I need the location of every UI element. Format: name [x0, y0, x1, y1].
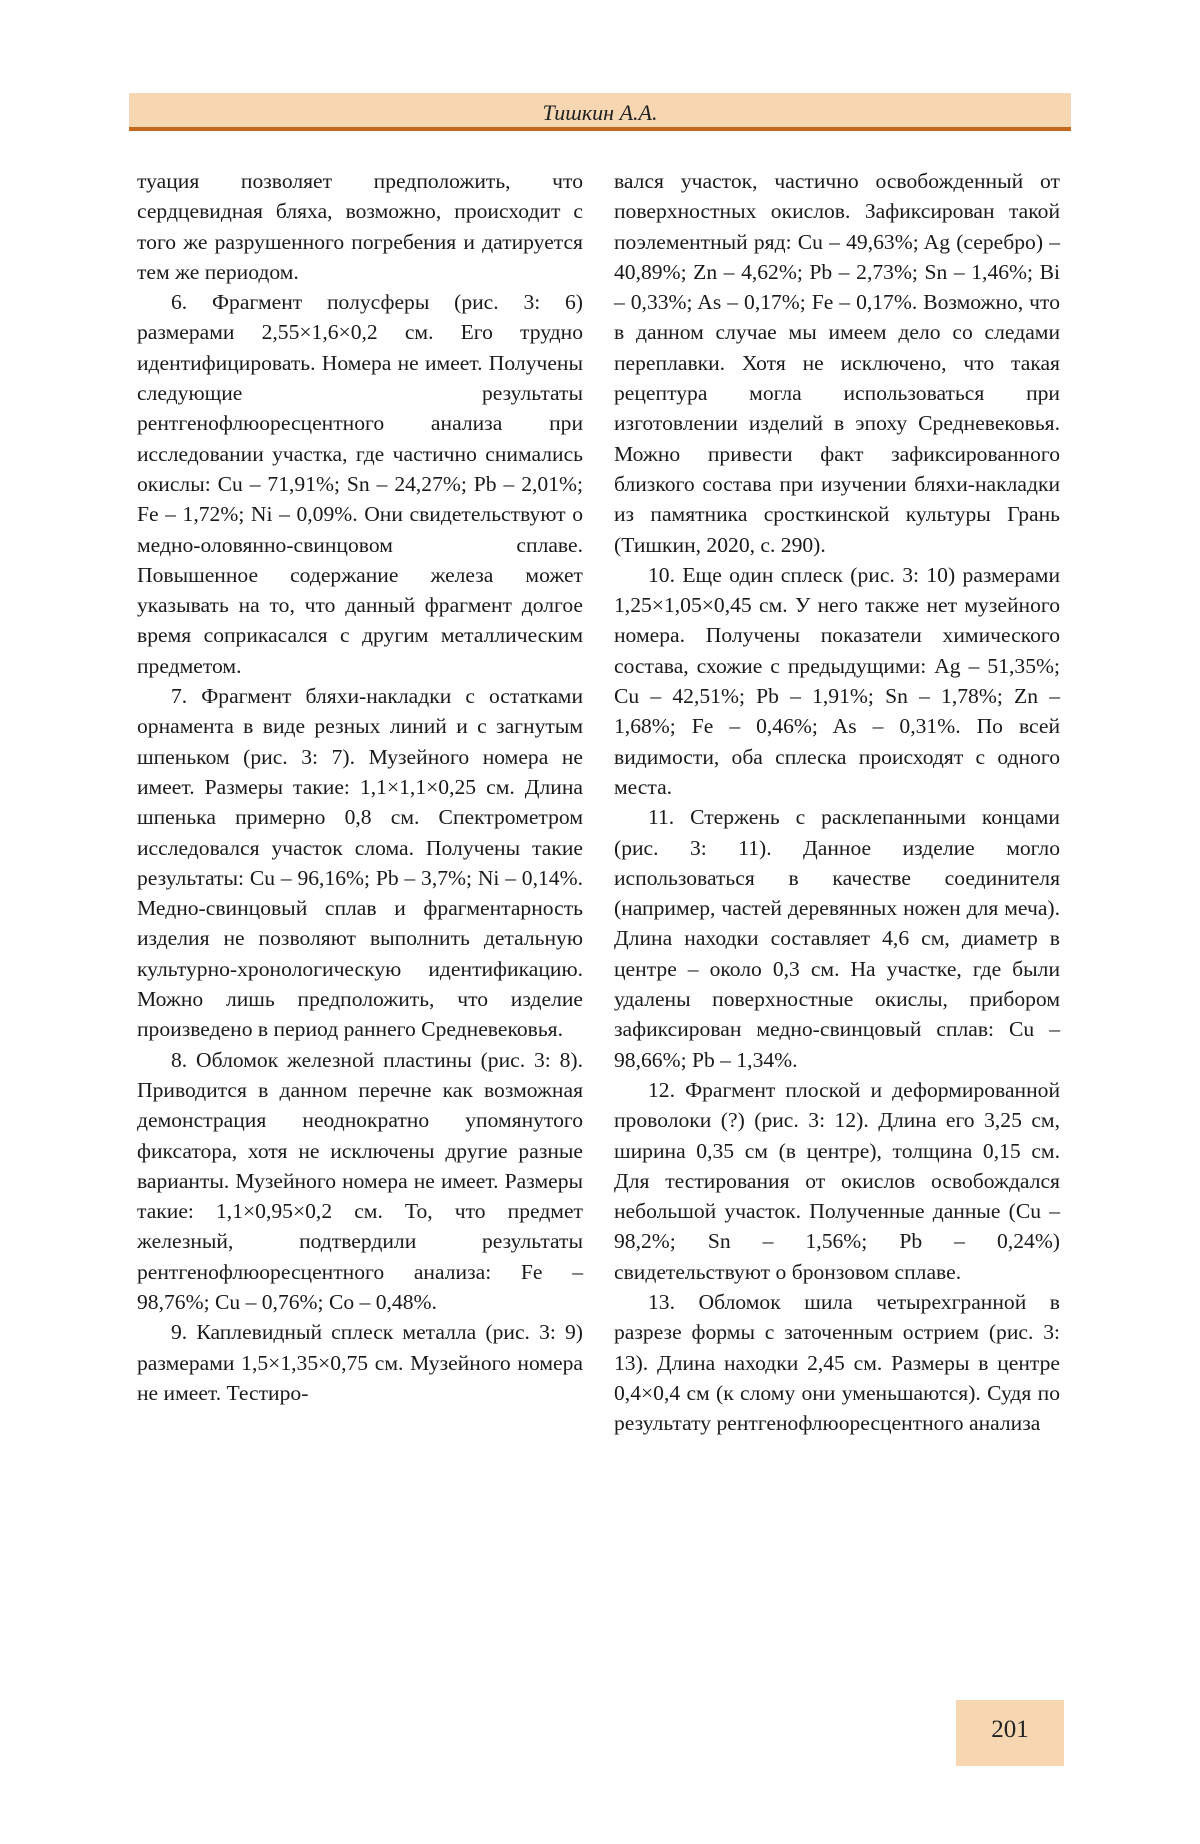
- paragraph-item-8: 8. Обломок железной пластины (рис. 3: 8). Приводится в данном перечне как возможная демонстрация неоднократно упомянутого фиксатора, хотя не исключены другие разные варианты. Музейного номера не имеет. Размеры такие: 1,1×0,95×0,2 см. То, что предмет железный, подтвердили результаты рентгенофлюоресцентного анализа: Fe – 98,76%; Cu – 0,76%; Co – 0,48%.: [137, 1047, 583, 1314]
- paragraph-item-11: 11. Стержень с расклепанными концами (рис. 3: 11). Данное изделие могло использоваться в качестве соединителя (например, частей деревянных ножен для меча). Длина находки составляет 4,6 см, диаметр в центре – около 0,3 см. На участке, где были удалены поверхностные окислы, прибором зафиксирован медно-свинцовый сплав: Cu – 98,66%; Pb – 1,34%.: [614, 805, 1060, 1072]
- left-column: [137, 166, 583, 1408]
- page-number-box: [956, 1700, 1064, 1766]
- paragraph-item-9-continued: вался участок, частично освобожденный от поверхностных окислов. Зафиксирован такой поэлементный ряд: Cu – 49,63%; Ag (серебро) – 40,89%; Zn – 4,62%; Pb – 2,73%; Sn – 1,46%; Bi – 0,33%; As – 0,17%; Fe – 0,17%. Возможно, что в данном случае мы имеем дело со следами переплавки. Хотя не исключено, что такая рецептура могла использоваться при изготовлении изделий в эпоху Средневековья. Можно привести факт зафиксированного близкого состава при изучении бляхи-накладки из памятника сросткинской культуры Грань (Тишкин, 2020, с. 290).: [614, 169, 1060, 557]
- page-number: 201: [991, 1716, 1029, 1743]
- paragraph-item-10: 10. Еще один сплеск (рис. 3: 10) размерами 1,25×1,05×0,45 см. У него также нет музейного номера. Получены показатели химического состава, схожие с предыдущими: Ag – 51,35%; Cu – 42,51%; Pb – 1,91%; Sn – 1,78%; Zn – 1,68%; Fe – 0,46%; As – 0,31%. По всей видимости, оба сплеска происходят с одного места.: [614, 562, 1060, 799]
- running-header-author: Тишкин А.А.: [542, 100, 658, 125]
- paragraph-item-9: 9. Каплевидный сплеск металла (рис. 3: 9) размерами 1,5×1,35×0,75 см. Музейного номера не имеет. Тестиро-: [137, 1320, 583, 1405]
- paragraph-continued: туация позволяет предположить, что сердцевидная бляха, возможно, происходит с того же разрушенного погребения и датируется тем же периодом.: [137, 169, 583, 284]
- paragraph-item-7: 7. Фрагмент бляхи-накладки с остатками орнамента в виде резных линий и с загнутым шпеньком (рис. 3: 7). Музейного номера не имеет. Размеры такие: 1,1×1,1×0,25 см. Длина шпенька примерно 0,8 см. Спектрометром исследовался участок слома. Получены такие результаты: Cu – 96,16%; Pb – 3,7%; Ni – 0,14%. Медно-свинцовый сплав и фрагментарность изделия не позволяют выполнить детальную культурно-хронологическую идентификацию. Можно лишь предположить, что изделие произведено в период раннего Средневековья.: [137, 684, 583, 1042]
- running-header: [129, 93, 1071, 131]
- right-column: [614, 166, 1060, 1438]
- paragraph-item-13: 13. Обломок шила четырехгранной в разрезе формы с заточенным острием (рис. 3: 13). Длина находки 2,45 см. Размеры в центре 0,4×0,4 см (к слому они уменьшаются). Судя по результату рентгенофлюоресцентного анализа: [614, 1289, 1060, 1436]
- paragraph-item-12: 12. Фрагмент плоской и деформированной проволоки (?) (рис. 3: 12). Длина его 3,25 см, ширина 0,35 см (в центре), толщина 0,15 см. Для тестирования от окислов освобождался небольшой участок. Полученные данные (Cu – 98,2%; Sn – 1,56%; Pb – 0,24%) свидетельствуют о бронзовом сплаве.: [614, 1077, 1060, 1284]
- paragraph-item-6: 6. Фрагмент полусферы (рис. 3: 6) размерами 2,55×1,6×0,2 см. Его трудно идентифицировать. Номера не имеет. Получены следующие результаты рентгенофлюоресцентного анализа при исследовании участка, где частично снимались окислы: Cu – 71,91%; Sn – 24,27%; Pb – 2,01%; Fe – 1,72%; Ni – 0,09%. Они свидетельствуют о медно-оловянно-свинцовом сплаве. Повышенное содержание железа может указывать на то, что данный фрагмент долгое время соприкасался с другим металлическим предметом.: [137, 290, 583, 678]
